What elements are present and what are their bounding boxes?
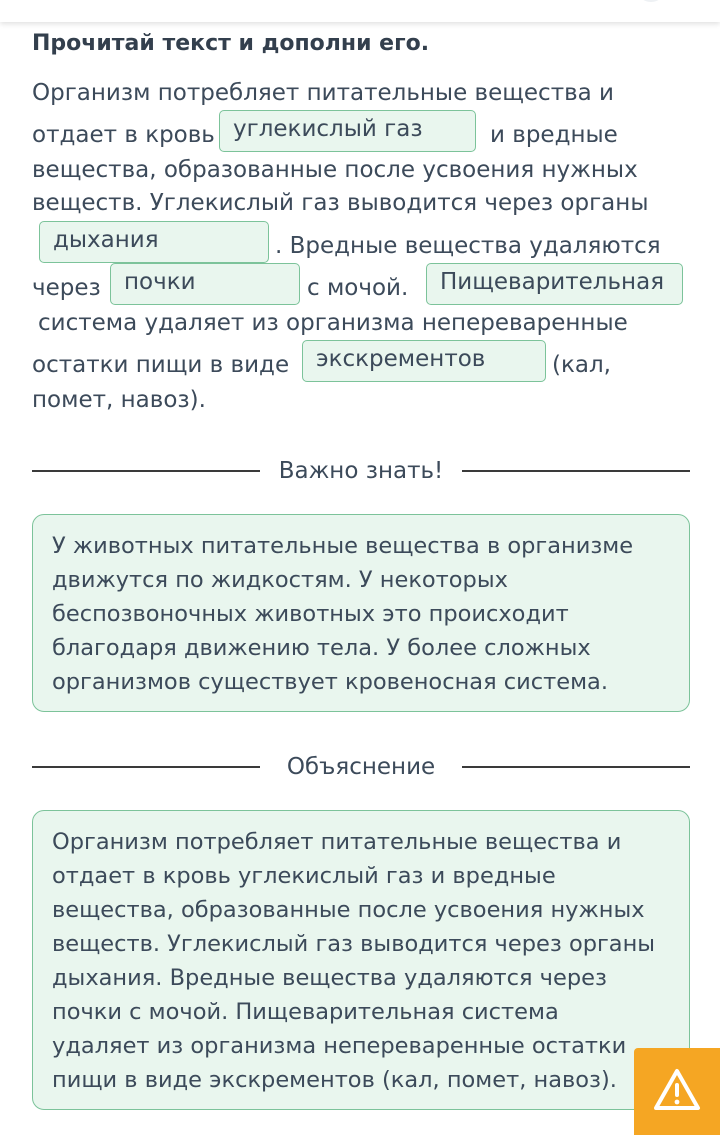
task-text-line: помет, навоз). [32,387,206,413]
warning-icon [653,1068,701,1112]
explanation-line: отдает в кровь углекислый газ и вредные [52,863,556,889]
divider-rule [462,766,690,768]
explanation-line: Организм потребляет питательные вещества и [52,829,622,855]
task-text-line: остатки пищи в виде [32,352,290,378]
answer-blank-4[interactable]: Пищеварительная [426,263,683,305]
answer-blank-5[interactable]: экскрементов [302,340,546,382]
task-text-line: и вредные [490,122,618,148]
task-text-line: через [32,275,101,301]
top-bar-handle[interactable] [636,0,666,2]
important-line: У животных питательные вещества в организме [52,533,634,559]
important-line: движутся по жидкостям. У некоторых [52,567,508,593]
task-text-line: веществ. Углекислый газ выводится через органы [32,190,649,216]
task-text-line: Организм потребляет питательные вещества и [32,80,615,106]
answer-blank-3[interactable]: почки [110,263,300,305]
task-text-line: система удаляет из организма непереваренные [38,310,628,336]
explanation-line: дыхания. Вредные вещества удаляются через [52,965,607,991]
important-card [32,514,690,712]
explanation-heading: Объяснение [286,754,436,780]
task-title: Прочитай текст и дополни его. [32,31,430,56]
task-text-line: вещества, образованные после усвоения нужных [32,157,638,183]
report-problem-button[interactable] [634,1048,720,1135]
answer-blank-1[interactable]: углекислый газ [219,110,476,152]
explanation-card [32,810,690,1110]
important-line: организмов существует кровеносная система. [52,669,608,695]
top-bar [0,0,720,22]
explanation-line: вещества, образованные после усвоения нужных [52,897,645,923]
explanation-line: удаляет из организма непереваренные остатки [52,1033,627,1059]
important-line: беспозвоночных животных это происходит [52,601,569,627]
important-heading: Важно знать! [278,458,444,484]
task-text-line: (кал, [552,352,611,378]
task-text-line: . Вредные вещества удаляются [275,233,661,259]
task-text-line: отдает в кровь [32,122,215,148]
explanation-divider [32,752,690,782]
task-text-line: с мочой. [307,275,409,301]
important-divider [32,456,690,486]
explanation-line: веществ. Углекислый газ выводится через органы [52,931,656,957]
divider-rule [462,470,690,472]
explanation-line: почки с мочой. Пищеварительная система [52,999,559,1025]
important-line: благодаря движению тела. У более сложных [52,635,591,661]
explanation-line: пищи в виде экскрементов (кал, помет, навоз). [52,1067,617,1093]
answer-blank-2[interactable]: дыхания [39,221,269,263]
